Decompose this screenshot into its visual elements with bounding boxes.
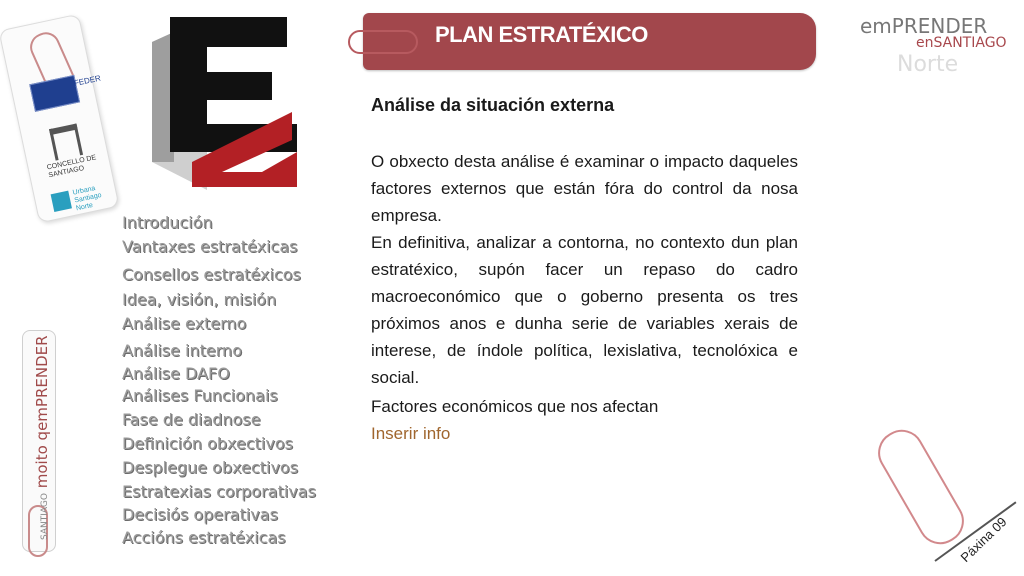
vertical-banner-small: SANTIAGO [40, 493, 50, 540]
urbana-logo-icon [51, 191, 72, 212]
page-title: PLAN ESTRATÉXICO [435, 22, 648, 47]
menu-item-analise-interno[interactable]: Análise interno [122, 341, 242, 360]
factors-heading: Factores económicos que nos afectan [371, 397, 659, 416]
menu-item-consellos[interactable]: Consellos estratéxicos [122, 265, 301, 284]
insert-info-link[interactable]: Inserir info [371, 424, 451, 443]
es-cube-logo-icon [112, 12, 302, 190]
brand-norte: Norte [897, 52, 959, 77]
menu-item-dafo[interactable]: Análise DAFO [122, 364, 230, 383]
brand-ensantiago: enSANTIAGO [916, 35, 1007, 51]
paragraph-objective: O obxecto desta análise é examinar o impacto daqueles factores externos que están fóra do control da nosa empresa. [371, 152, 798, 225]
menu-item-funcionais[interactable]: Análises Funcionais [122, 386, 278, 405]
menu-item-analise-externo[interactable]: Análise externo [122, 314, 247, 333]
menu-item-idea[interactable]: Idea, visión, misión [122, 290, 277, 309]
brand-logo [860, 14, 1010, 77]
section-title: Análise da situación externa [371, 95, 615, 115]
menu-item-decisios[interactable]: Decisiós operativas [122, 505, 278, 524]
brand-emprender: emPRENDER [860, 14, 988, 38]
paragraph-definition: En definitiva, analizar a contorna, no contexto dun plan estratéxico, supón facer un repaso do cadro macroeconómico que o goberno presenta os tres próximos anos e dunha serie de variables xerais de interese, de índole política, lexislativa, tecnolóxica e social. [371, 233, 798, 387]
page-number: Páxina 09 [957, 514, 1010, 565]
vertical-banner-text [33, 335, 51, 540]
sponsor-logo-card [0, 14, 120, 224]
menu-item-diadnose[interactable]: Fase de diadnose [122, 410, 261, 429]
paperclip-icon [870, 422, 972, 552]
menu-item-vantaxes[interactable]: Vantaxes estratéxicas [122, 237, 298, 256]
concello-building-icon [49, 123, 83, 160]
menu-item-definicion[interactable]: Definición obxectivos [122, 434, 293, 453]
vertical-banner-main: moito qemPRENDER [33, 335, 51, 489]
concello-label: CONCELLO DE SANTIAGO [46, 154, 97, 180]
menu-item-accions[interactable]: Accións estratéxicas [122, 528, 286, 547]
menu-item-desplegue[interactable]: Desplegue obxectivos [122, 458, 299, 477]
paperclip-icon [348, 30, 418, 54]
feder-label: FEDER [73, 73, 102, 89]
menu-item-introducion[interactable]: Introdución [122, 213, 213, 232]
urbana-label: Urbana Santiago Norte [72, 185, 103, 213]
menu-item-estratexias[interactable]: Estratexias corporativas [122, 482, 316, 501]
